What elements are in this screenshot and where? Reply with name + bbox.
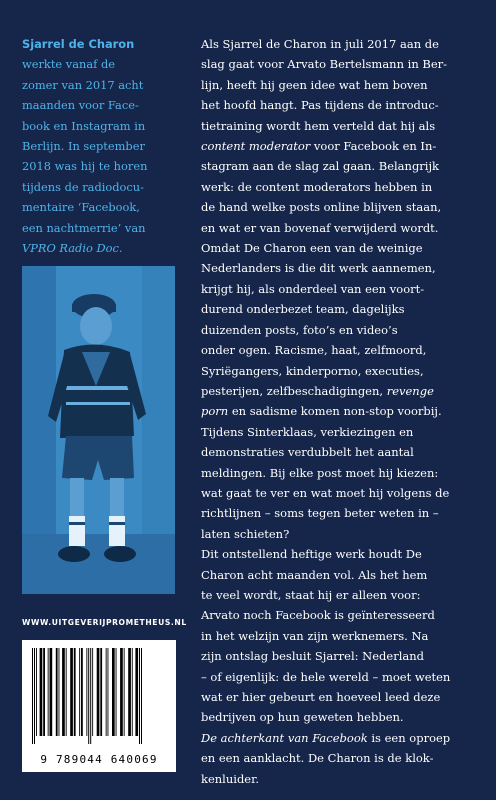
barcode-bar	[70, 648, 73, 736]
isbn-digits: 9 789044 640069	[40, 753, 158, 766]
barcode-bar	[56, 648, 58, 736]
barcode-bar	[79, 648, 80, 736]
author-bio	[22, 34, 182, 258]
blurb-line: meldingen. Bij elke post moet hij kiezen:	[201, 465, 439, 480]
blurb-line: wat er hier gebeurt en hoeveel leed deze	[201, 690, 441, 704]
isbn-barcode	[22, 640, 176, 772]
blurb-line	[201, 401, 481, 421]
barcode-bar	[141, 648, 142, 744]
barcode-bar	[66, 648, 67, 736]
barcode-bars	[30, 648, 168, 744]
blurb-line: in het welzijn van zijn werknemers. Na	[201, 628, 429, 643]
barcode-bar	[36, 648, 37, 736]
barcode-bar	[40, 648, 43, 736]
barcode-bar	[100, 648, 102, 736]
bio-line: werkte vanaf de	[22, 57, 115, 72]
barcode-bar	[62, 648, 65, 736]
blurb-text: voor Facebook en In-	[310, 139, 437, 154]
author-name: Sjarrel de Charon	[22, 37, 135, 51]
blurb-line: Omdat De Charon een van de weinige	[201, 241, 423, 256]
blurb-line: tietraining wordt hem verteld dat hij als	[201, 118, 436, 133]
blurb-line: krijgt hij, als onderdeel van een voort-	[201, 281, 425, 296]
blurb-line: slag gaat voor Arvato Bertelsmann in Ber-	[201, 57, 448, 72]
barcode-bar	[132, 648, 133, 736]
barcode-bar	[135, 648, 138, 736]
barcode-bar	[120, 648, 123, 736]
barcode-bar	[90, 648, 91, 744]
blurb-line	[201, 728, 481, 748]
blurb-line: en wat er van bovenaf verwijderd wordt.	[201, 220, 439, 235]
back-cover-blurb	[201, 34, 481, 789]
blurb-emphasis: content moderator	[201, 139, 311, 154]
blurb-line: bedrijven op hun geweten hebben.	[201, 710, 404, 725]
blurb-line: Charon acht maanden vol. Als het hem	[201, 567, 428, 582]
blurb-line: Tijdens Sinterklaas, verkiezingen en	[201, 424, 414, 439]
blurb-line: Arvato noch Facebook is geïnteresseerd	[201, 608, 435, 623]
barcode-bar	[88, 648, 89, 744]
barcode-bar	[86, 648, 87, 736]
publisher-website: WWW.UITGEVERIJPROMETHEUS.NL	[22, 618, 187, 627]
blurb-emphasis: revenge	[386, 383, 434, 398]
blurb-line: kenluider.	[201, 771, 259, 786]
bio-line: mentaire ‘Facebook,	[22, 200, 140, 215]
barcode-bar	[74, 648, 76, 736]
blurb-line: het hoofd hangt. Pas tijdens de introduc-	[201, 98, 439, 113]
bio-line: maanden voor Face-	[22, 98, 139, 113]
blurb-line: wat gaat te ver en wat moet hij volgens de	[201, 485, 450, 500]
blurb-line: demonstraties verdubbelt het aantal	[201, 445, 414, 460]
blurb-line: Dit ontstellend heftige werk houdt De	[201, 547, 422, 562]
blurb-line: zijn ontslag besluit Sjarrel: Nederland	[201, 649, 425, 664]
barcode-bar	[106, 648, 107, 736]
blurb-line: onder ogen. Racisme, haat, zelfmoord,	[201, 343, 427, 358]
bio-line: 2018 was hij te horen	[22, 159, 148, 174]
blurb-line: lijn, heeft hij geen idee wat hem boven	[201, 77, 428, 92]
barcode-bar	[97, 648, 100, 736]
barcode-bar	[128, 648, 131, 736]
author-photo	[22, 266, 175, 594]
blurb-line: Als Sjarrel de Charon in juli 2017 aan de	[201, 37, 439, 51]
blurb-line: te veel wordt, staat hij er alleen voor:	[201, 587, 421, 602]
bio-line-program: VPRO Radio Doc.	[22, 241, 123, 256]
bio-line: tijdens de radiodocu-	[22, 179, 144, 194]
barcode-bar	[92, 648, 93, 736]
author-photo-illustration	[22, 266, 175, 594]
blurb-text: is een oproep	[367, 730, 451, 745]
blurb-line: en een aanklacht. De Charon is de klok-	[201, 751, 434, 766]
blurb-line: Nederlanders is die dit werk aannemen,	[201, 261, 436, 276]
blurb-line: de hand welke posts online blijven staan,	[201, 200, 442, 215]
barcode-bar	[50, 648, 53, 736]
barcode-bar	[34, 648, 35, 744]
barcode-bar	[59, 648, 60, 736]
blurb-line: – of eigenlijk: de hele wereld – moet weten	[201, 669, 451, 684]
blurb-text: en sadisme komen non-stop voorbij.	[228, 404, 442, 419]
blurb-line: laten schieten?	[201, 526, 290, 541]
blurb-line: durend onderbezet team, dagelijks	[201, 302, 405, 317]
bio-line: Berlijn. In september	[22, 139, 145, 154]
blurb-emphasis: porn	[201, 404, 229, 419]
blurb-line: werk: de content moderators hebben in	[201, 179, 433, 194]
barcode-bar	[108, 648, 109, 736]
bio-line: een nachtmerrie’ van	[22, 220, 146, 235]
blurb-line: duizenden posts, foto’s en video’s	[201, 322, 398, 337]
barcode-bar	[43, 648, 45, 736]
blurb-line: richtlijnen – soms tegen beter weten in –	[201, 506, 439, 521]
bio-line: zomer van 2017 acht	[22, 77, 144, 92]
book-title-emphasis: De achterkant van Facebook	[201, 730, 368, 745]
blurb-line: Syriëgangers, kinderporno, executies,	[201, 363, 424, 378]
bio-line: book en Instagram in	[22, 118, 146, 133]
blurb-line	[201, 381, 481, 401]
barcode-bar	[116, 648, 117, 736]
blurb-line: stagram aan de slag zal gaan. Belangrijk	[201, 159, 440, 174]
barcode-bar	[81, 648, 83, 736]
barcode-bar	[48, 648, 49, 736]
blurb-text: pesterijen, zelfbeschadigingen,	[201, 383, 387, 398]
barcode-bar	[112, 648, 115, 736]
barcode-bar	[139, 648, 140, 744]
barcode-bar	[124, 648, 125, 736]
barcode-bar	[32, 648, 33, 744]
blurb-line	[201, 136, 481, 156]
